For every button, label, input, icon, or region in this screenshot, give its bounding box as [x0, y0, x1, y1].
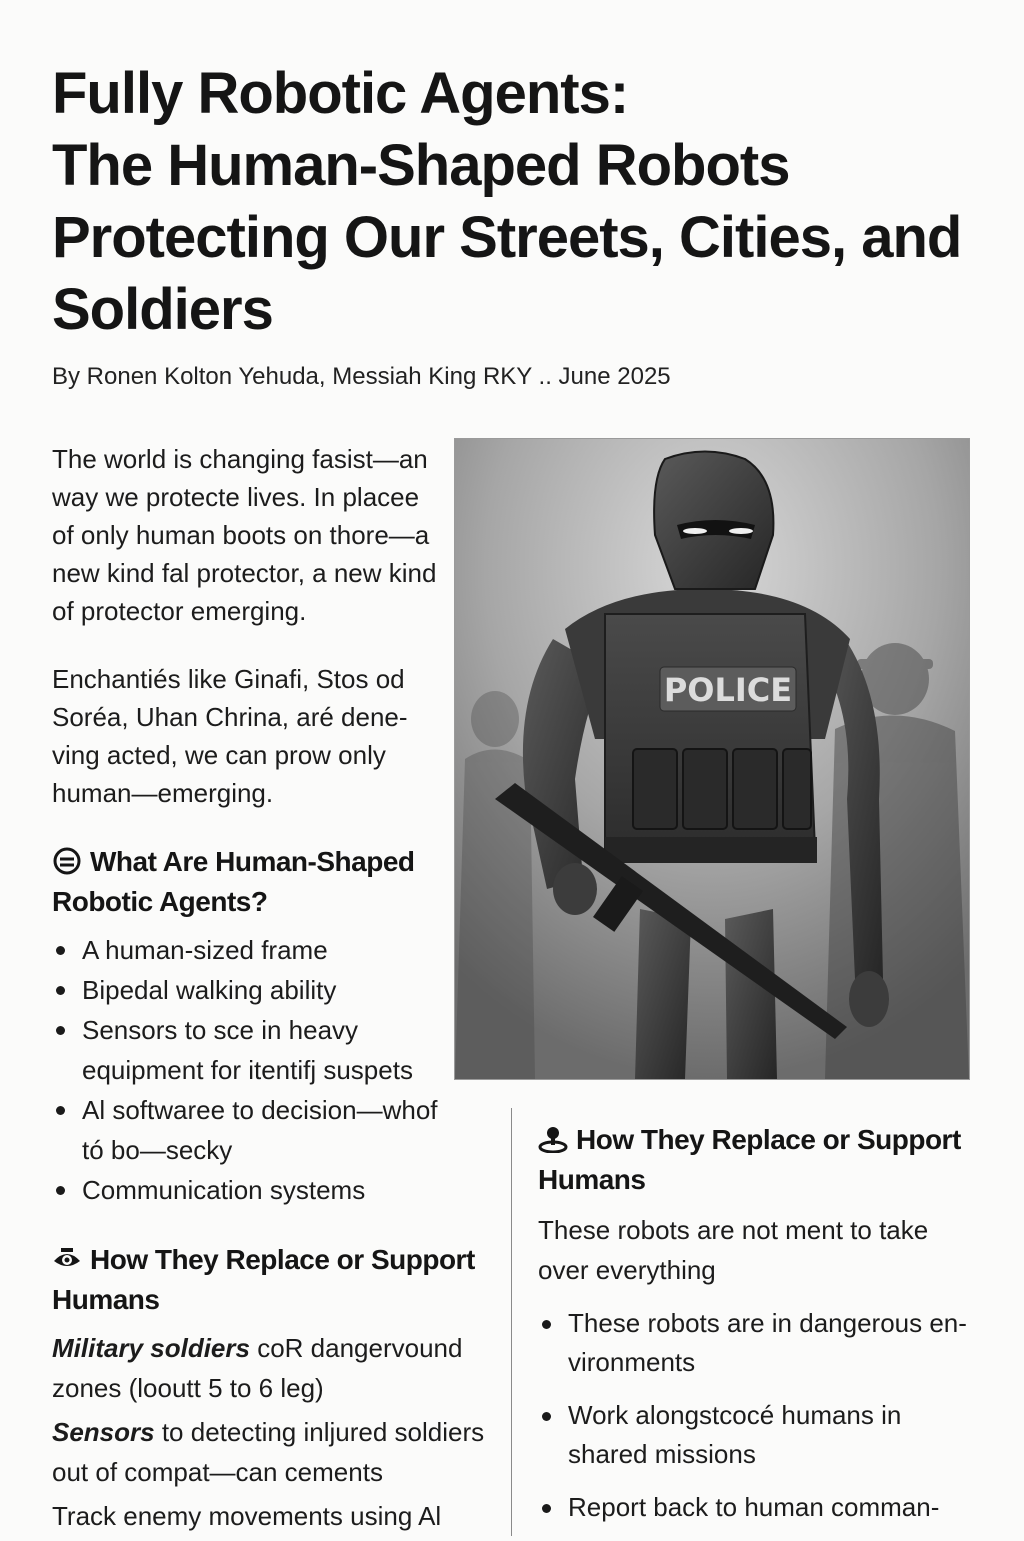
intro-paragraph-1: The world is changing fasist—an way we protecte lives. In placee of only human boots on thore—a new kind fal protector, a new kind of protector emerging. — [52, 444, 437, 626]
intro-paragraph-2: Enchantiés like Ginafi, Stos od Soréa, Uhan Chrina, aré dene-ving acted, we can prow only human—emerging. — [52, 664, 408, 808]
replace-line-2-rest: to detecting inljured soldiers out of compat—can cements — [52, 1417, 485, 1487]
section-heading-replace-left-text: How They Replace or Support Humans — [52, 1244, 475, 1315]
list-item: Bipedal walking ability — [52, 970, 442, 1010]
list-item: Work alongstcocé humans in shared missions — [538, 1396, 978, 1474]
section-heading-what — [52, 842, 452, 922]
replace-line-1 — [52, 1328, 492, 1408]
replace-line-1-rest: coR dangervound zones (looutt 5 to 6 leg) — [52, 1333, 463, 1403]
title-line-3: Protecting Our Streets, Cities, and — [52, 205, 962, 270]
replace-right-list — [538, 1304, 978, 1541]
replace-line-3 — [52, 1496, 492, 1536]
title-line-1: Fully Robotic Agents: — [52, 61, 629, 126]
list-item: Communication systems — [52, 1170, 442, 1210]
section-heading-what-text: What Are Human-Shaped Robotic Agents? — [52, 846, 415, 917]
title-line-2: The Human-Shaped Robots — [52, 133, 790, 198]
list-item: Sensors to sce in heavy equipment for itentifj suspets — [52, 1010, 442, 1090]
joystick-icon — [538, 1125, 568, 1153]
column-divider — [511, 1108, 512, 1536]
eye-icon — [52, 1245, 82, 1273]
replace-line-1-bold: Military soldiers — [52, 1333, 250, 1363]
section-heading-replace-left — [52, 1240, 482, 1320]
section-heading-replace-right — [538, 1120, 978, 1200]
replace-right-intro: These robots are not ment to take over everything — [538, 1215, 929, 1285]
list-item: Report back to human comman- — [538, 1488, 978, 1527]
robot-police-illustration — [454, 438, 970, 1080]
list-item: Al softwaree to decision—whof tó bo—secky — [52, 1090, 442, 1170]
replace-line-2 — [52, 1412, 492, 1492]
list-item: A human-sized frame — [52, 930, 442, 970]
section-heading-replace-right-text: How They Replace or Support Humans — [538, 1124, 961, 1195]
title-line-4: Soldiers — [52, 277, 273, 342]
replace-line-3-rest: Track enemy movements using Al — [52, 1501, 442, 1531]
list-item: These robots are in dangerous en-vironments — [538, 1304, 978, 1382]
article-title — [52, 58, 992, 346]
byline: By Ronen Kolton Yehuda, Messiah King RKY .. June 2025 — [52, 363, 671, 390]
vest-label: POLICE — [663, 671, 793, 709]
face-icon — [52, 847, 82, 875]
what-list — [52, 930, 442, 1210]
replace-line-2-bold: Sensors — [52, 1417, 155, 1447]
